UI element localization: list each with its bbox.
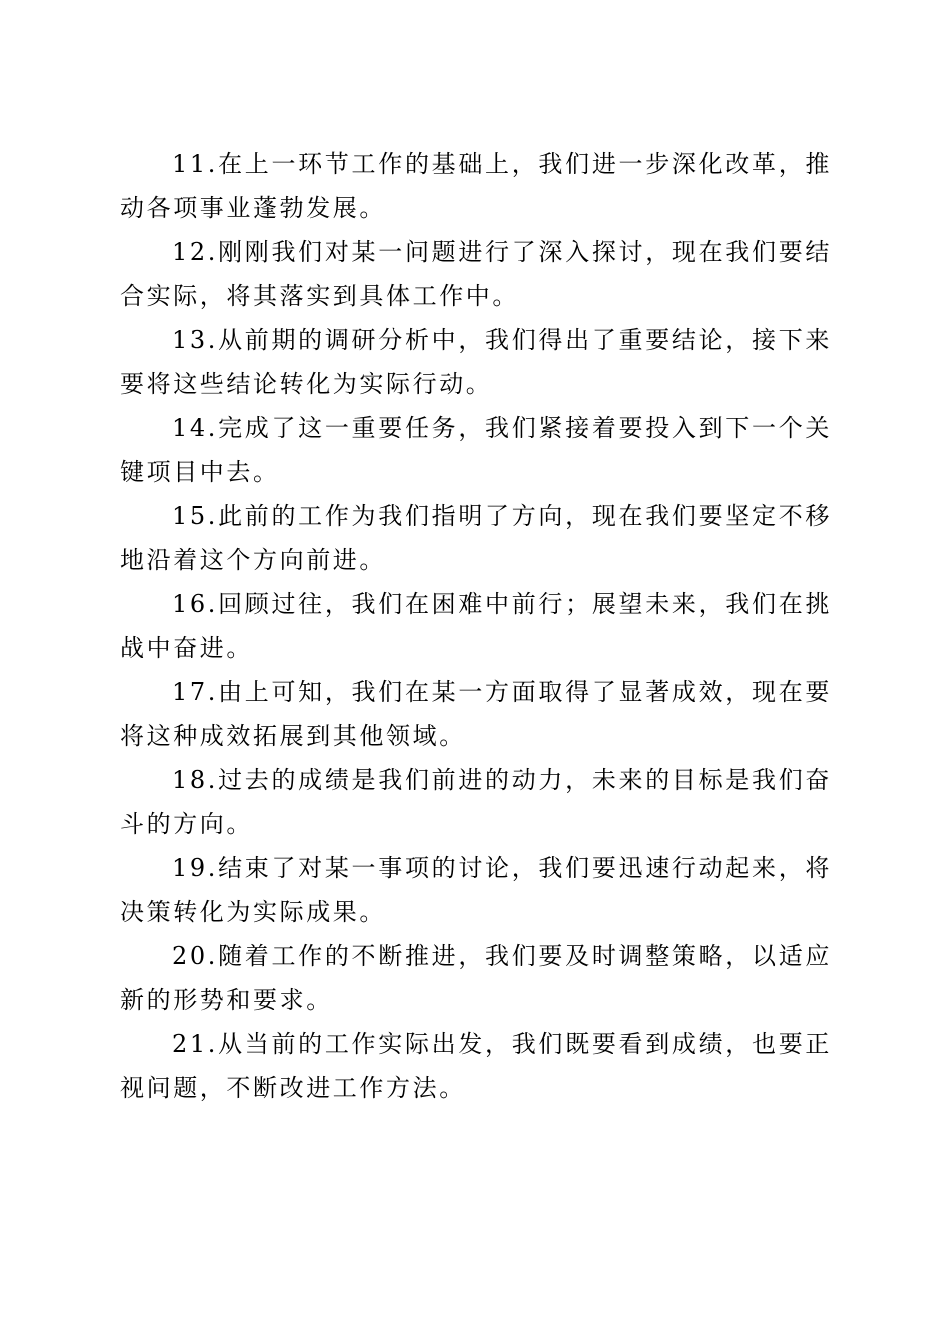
paragraph-11 [120, 142, 832, 230]
paragraph-number: 20. [172, 942, 218, 970]
paragraph-number: 12. [172, 238, 218, 266]
document-body [120, 142, 832, 1110]
paragraph-number: 17. [172, 678, 218, 706]
paragraph-20 [120, 934, 832, 1022]
paragraph-number: 18. [172, 766, 218, 794]
paragraph-12 [120, 230, 832, 318]
paragraph-text: 回顾过往，我们在困难中前行；展望未来，我们在挑战中奋进。 [120, 590, 832, 662]
paragraph-21 [120, 1022, 832, 1110]
paragraph-text: 由上可知，我们在某一方面取得了显著成效，现在要将这种成效拓展到其他领域。 [120, 678, 832, 750]
paragraph-text: 完成了这一重要任务，我们紧接着要投入到下一个关键项目中去。 [120, 414, 832, 486]
paragraph-text: 结束了对某一事项的讨论，我们要迅速行动起来，将决策转化为实际成果。 [120, 854, 832, 926]
paragraph-14 [120, 406, 832, 494]
paragraph-16 [120, 582, 832, 670]
paragraph-text: 刚刚我们对某一问题进行了深入探讨，现在我们要结合实际，将其落实到具体工作中。 [120, 238, 832, 310]
paragraph-number: 15. [172, 502, 218, 530]
paragraph-18 [120, 758, 832, 846]
paragraph-number: 16. [172, 590, 218, 618]
paragraph-text: 从前期的调研分析中，我们得出了重要结论，接下来要将这些结论转化为实际行动。 [120, 326, 832, 398]
paragraph-number: 14. [172, 414, 218, 442]
paragraph-text: 随着工作的不断推进，我们要及时调整策略，以适应新的形势和要求。 [120, 942, 832, 1014]
paragraph-number: 13. [172, 326, 218, 354]
paragraph-13 [120, 318, 832, 406]
paragraph-text: 过去的成绩是我们前进的动力，未来的目标是我们奋斗的方向。 [120, 766, 832, 838]
paragraph-15 [120, 494, 832, 582]
paragraph-17 [120, 670, 832, 758]
paragraph-number: 11. [172, 150, 218, 178]
paragraph-text: 从当前的工作实际出发，我们既要看到成绩，也要正视问题，不断改进工作方法。 [120, 1030, 832, 1102]
paragraph-19 [120, 846, 832, 934]
paragraph-number: 21. [172, 1030, 218, 1058]
paragraph-number: 19. [172, 854, 218, 882]
paragraph-text: 此前的工作为我们指明了方向，现在我们要坚定不移地沿着这个方向前进。 [120, 502, 832, 574]
paragraph-text: 在上一环节工作的基础上，我们进一步深化改革，推动各项事业蓬勃发展。 [120, 150, 832, 222]
